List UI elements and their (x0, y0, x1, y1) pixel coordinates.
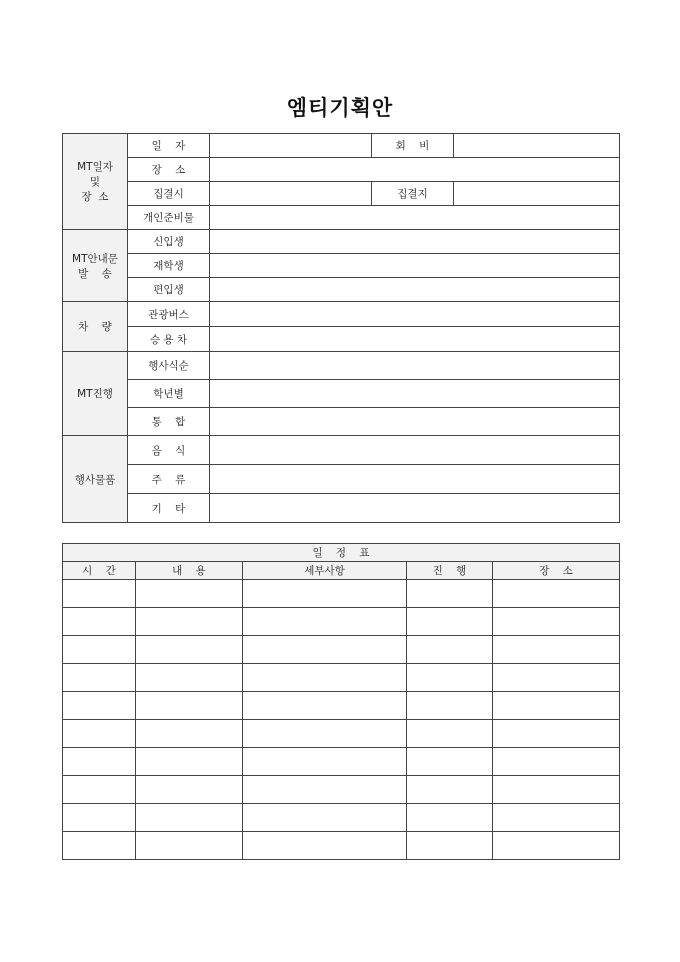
place-cell[interactable] (493, 804, 620, 832)
car-field[interactable] (210, 327, 620, 352)
other-field[interactable] (210, 494, 620, 523)
plan-info-table (62, 133, 620, 523)
combined-field[interactable] (210, 408, 620, 436)
host-cell[interactable] (407, 608, 493, 636)
host-cell[interactable] (407, 636, 493, 664)
content-cell[interactable] (136, 748, 243, 776)
table-row (63, 692, 620, 720)
page-title: 엠티기획안 (286, 96, 394, 120)
date-field[interactable] (210, 134, 372, 158)
place-cell[interactable] (493, 692, 620, 720)
table-row (63, 720, 620, 748)
host-cell[interactable] (407, 776, 493, 804)
time-cell[interactable] (63, 776, 136, 804)
content-cell[interactable] (136, 636, 243, 664)
details-cell[interactable] (243, 804, 407, 832)
content-cell[interactable] (136, 580, 243, 608)
food-field[interactable] (210, 436, 620, 465)
time-cell[interactable] (63, 664, 136, 692)
combined-label: 통 합 (128, 408, 210, 436)
host-cell[interactable] (407, 748, 493, 776)
host-cell[interactable] (407, 804, 493, 832)
host-cell[interactable] (407, 692, 493, 720)
header-place: 장 소 (493, 562, 620, 580)
time-cell[interactable] (63, 608, 136, 636)
content-cell[interactable] (136, 776, 243, 804)
time-cell[interactable] (63, 720, 136, 748)
place-field[interactable] (210, 158, 620, 182)
details-cell[interactable] (243, 832, 407, 860)
table-row (63, 608, 620, 636)
by-grade-field[interactable] (210, 380, 620, 408)
supplies-group-label: 행사물품 (63, 436, 128, 523)
time-cell[interactable] (63, 832, 136, 860)
schedule-body (63, 580, 620, 860)
drinks-label: 주 류 (128, 465, 210, 494)
place-cell[interactable] (493, 776, 620, 804)
schedule-title: 일 정 표 (63, 544, 620, 562)
current-students-field[interactable] (210, 254, 620, 278)
vehicle-group-label: 차 량 (63, 302, 128, 352)
content-cell[interactable] (136, 832, 243, 860)
personal-items-label: 개인준비물 (128, 206, 210, 230)
content-cell[interactable] (136, 804, 243, 832)
details-cell[interactable] (243, 776, 407, 804)
table-row (63, 748, 620, 776)
time-cell[interactable] (63, 692, 136, 720)
content-cell[interactable] (136, 608, 243, 636)
bus-field[interactable] (210, 302, 620, 327)
table-row (63, 580, 620, 608)
host-cell[interactable] (407, 580, 493, 608)
content-cell[interactable] (136, 692, 243, 720)
content-cell[interactable] (136, 720, 243, 748)
schedule-table (62, 543, 620, 860)
freshmen-field[interactable] (210, 230, 620, 254)
fee-field[interactable] (454, 134, 620, 158)
place-cell[interactable] (493, 720, 620, 748)
by-grade-label: 학년별 (128, 380, 210, 408)
time-cell[interactable] (63, 580, 136, 608)
table-row (63, 832, 620, 860)
current-students-label: 재학생 (128, 254, 210, 278)
meet-time-label: 집결시 (128, 182, 210, 206)
drinks-field[interactable] (210, 465, 620, 494)
car-label: 승 용 차 (128, 327, 210, 352)
notice-group-label: MT안내문 발 송 (63, 230, 128, 302)
table-row (63, 804, 620, 832)
host-cell[interactable] (407, 832, 493, 860)
details-cell[interactable] (243, 580, 407, 608)
place-cell[interactable] (493, 748, 620, 776)
transfer-students-label: 편입생 (128, 278, 210, 302)
date-place-group-label: MT일자 및 장 소 (63, 134, 128, 230)
progress-group-label: MT진행 (63, 352, 128, 436)
time-cell[interactable] (63, 636, 136, 664)
table-row (63, 636, 620, 664)
place-cell[interactable] (493, 608, 620, 636)
table-row (63, 776, 620, 804)
fee-label: 회 비 (372, 134, 454, 158)
table-row (63, 664, 620, 692)
details-cell[interactable] (243, 720, 407, 748)
header-content: 내 용 (136, 562, 243, 580)
other-label: 기 타 (128, 494, 210, 523)
content-cell[interactable] (136, 664, 243, 692)
meet-time-field[interactable] (210, 182, 372, 206)
order-field[interactable] (210, 352, 620, 380)
food-label: 음 식 (128, 436, 210, 465)
place-label: 장 소 (128, 158, 210, 182)
header-time: 시 간 (63, 562, 136, 580)
details-cell[interactable] (243, 608, 407, 636)
time-cell[interactable] (63, 804, 136, 832)
order-label: 행사식순 (128, 352, 210, 380)
meet-place-label: 집결지 (372, 182, 454, 206)
place-cell[interactable] (493, 832, 620, 860)
place-cell[interactable] (493, 664, 620, 692)
details-cell[interactable] (243, 692, 407, 720)
details-cell[interactable] (243, 748, 407, 776)
host-cell[interactable] (407, 664, 493, 692)
bus-label: 관광버스 (128, 302, 210, 327)
date-label: 일 자 (128, 134, 210, 158)
details-cell[interactable] (243, 664, 407, 692)
transfer-students-field[interactable] (210, 278, 620, 302)
freshmen-label: 신입생 (128, 230, 210, 254)
place-cell[interactable] (493, 636, 620, 664)
time-cell[interactable] (63, 748, 136, 776)
header-host: 진 행 (407, 562, 493, 580)
place-cell[interactable] (493, 580, 620, 608)
header-details: 세부사항 (243, 562, 407, 580)
host-cell[interactable] (407, 720, 493, 748)
personal-items-field[interactable] (210, 206, 620, 230)
details-cell[interactable] (243, 636, 407, 664)
meet-place-field[interactable] (454, 182, 620, 206)
